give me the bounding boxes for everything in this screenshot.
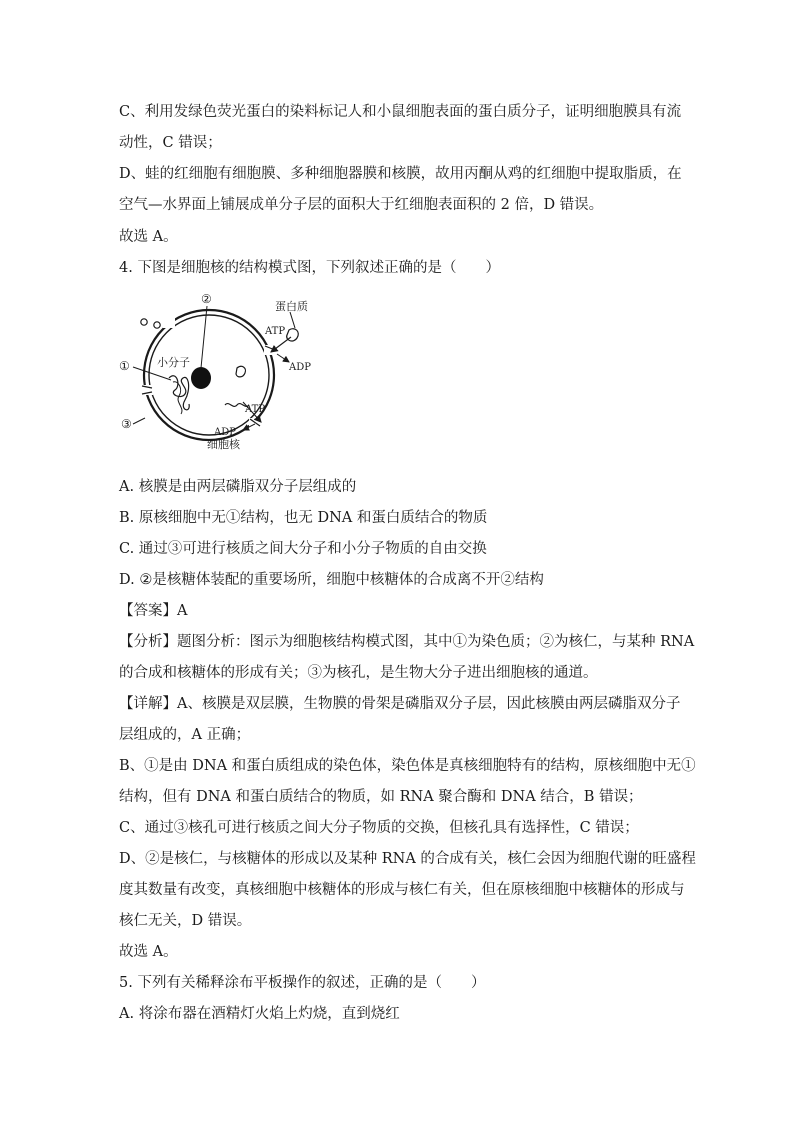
- import-arrow: [271, 337, 291, 352]
- particle-outside-1: [141, 319, 147, 325]
- adp-top-arrow: [277, 354, 289, 362]
- analysis-line-1: 【分析】题图分析：图示为细胞核结构模式图，其中①为染色质；②为核仁，与某种 RNA: [119, 634, 695, 650]
- label-circle-1: ①: [119, 359, 130, 373]
- detail-line-2: 层组成的，A 正确；: [119, 727, 251, 743]
- detail-line-3: B、①是由 DNA 和蛋白质组成的染色体，染色体是真核细胞特有的结构，原核细胞中无①: [119, 758, 696, 774]
- text-line-option-d-part2: 空气—水界面上铺展成单分子层的面积大于红细胞表面积的 2 倍，D 错误。: [119, 197, 604, 213]
- detail-line-5: C、通过③核孔可进行核质之间大分子物质的交换，但核孔具有选择性，C 错误；: [119, 820, 639, 836]
- detail-line-4: 结构，但有 DNA 和蛋白质结合的物质，如 RNA 聚合酶和 DNA 结合，B 错误；: [119, 789, 643, 805]
- question-5-stem: 5. 下列有关稀释涂布平板操作的叙述，正确的是（ ）: [119, 975, 486, 991]
- label-small-molecule: 小分子: [157, 356, 190, 369]
- option-b: B. 原核细胞中无①结构，也无 DNA 和蛋白质结合的物质: [119, 510, 488, 526]
- option-d: D. ②是核糖体装配的重要场所，细胞中核糖体的合成离不开②结构: [119, 572, 544, 588]
- question-5-option-a: A. 将涂布器在酒精灯火焰上灼烧，直到烧红: [119, 1006, 400, 1022]
- leader-3: [133, 418, 145, 424]
- detail-line-6: D、②是核仁，与核糖体的形成以及某种 RNA 的合成有关，核仁会因为细胞代谢的旺盛程: [119, 851, 696, 867]
- analysis-line-2: 的合成和核糖体的形成有关；③为核孔，是生物大分子进出细胞核的通道。: [119, 665, 598, 681]
- label-atp-bottom: ATP: [245, 404, 266, 415]
- answer-label: 【答案】A: [119, 603, 188, 619]
- question-4-stem: 4. 下图是细胞核的结构模式图，下列叙述正确的是（ ）: [119, 260, 500, 276]
- protein-inside: [236, 366, 245, 377]
- chromatin: [169, 376, 189, 410]
- detail-line-8: 核仁无关，D 错误。: [119, 913, 252, 929]
- detail-line-7: 度其数量有改变，真核细胞中核糖体的形成与核仁有关，但在原核细胞中核糖体的形成与: [119, 882, 685, 898]
- label-atp-top: ATP: [265, 326, 286, 337]
- nuclear-pore-top-left: [163, 318, 175, 328]
- label-nucleus: 细胞核: [207, 438, 240, 451]
- protein-pointer-line: [290, 312, 295, 328]
- nuclear-pore-left: [141, 385, 153, 395]
- detail-line-1: 【详解】A、核膜是双层膜，生物膜的骨架是磷脂双分子层，因此核膜由两层磷脂双分子: [119, 696, 681, 712]
- nucleolus: [191, 367, 211, 389]
- answer-choice-line: 故选 A。: [119, 944, 178, 960]
- text-line-answer-choice: 故选 A。: [119, 229, 178, 245]
- label-adp-bottom: ADP: [214, 427, 236, 438]
- option-a: A. 核膜是由两层磷脂双分子层组成的: [119, 479, 357, 495]
- particle-outside-2: [154, 322, 160, 328]
- label-protein: 蛋白质: [275, 300, 308, 313]
- label-adp-top: ADP: [289, 362, 311, 373]
- label-circle-3: ③: [121, 417, 132, 431]
- text-line-option-c-part2: 动性，C 错误；: [119, 135, 222, 151]
- text-line-option-d-part1: D、蛙的红细胞有细胞膜、多种细胞器膜和核膜，故用丙酮从鸡的红细胞中提取脂质，在: [119, 166, 682, 182]
- nucleus-structure-diagram: [119, 290, 329, 460]
- option-c: C. 通过③可进行核质之间大分子和小分子物质的自由交换: [119, 541, 487, 557]
- label-circle-2: ②: [201, 292, 212, 306]
- text-line-option-c-part1: C、利用发绿色荧光蛋白的染料标记人和小鼠细胞表面的蛋白质分子，证明细胞膜具有流: [119, 104, 682, 120]
